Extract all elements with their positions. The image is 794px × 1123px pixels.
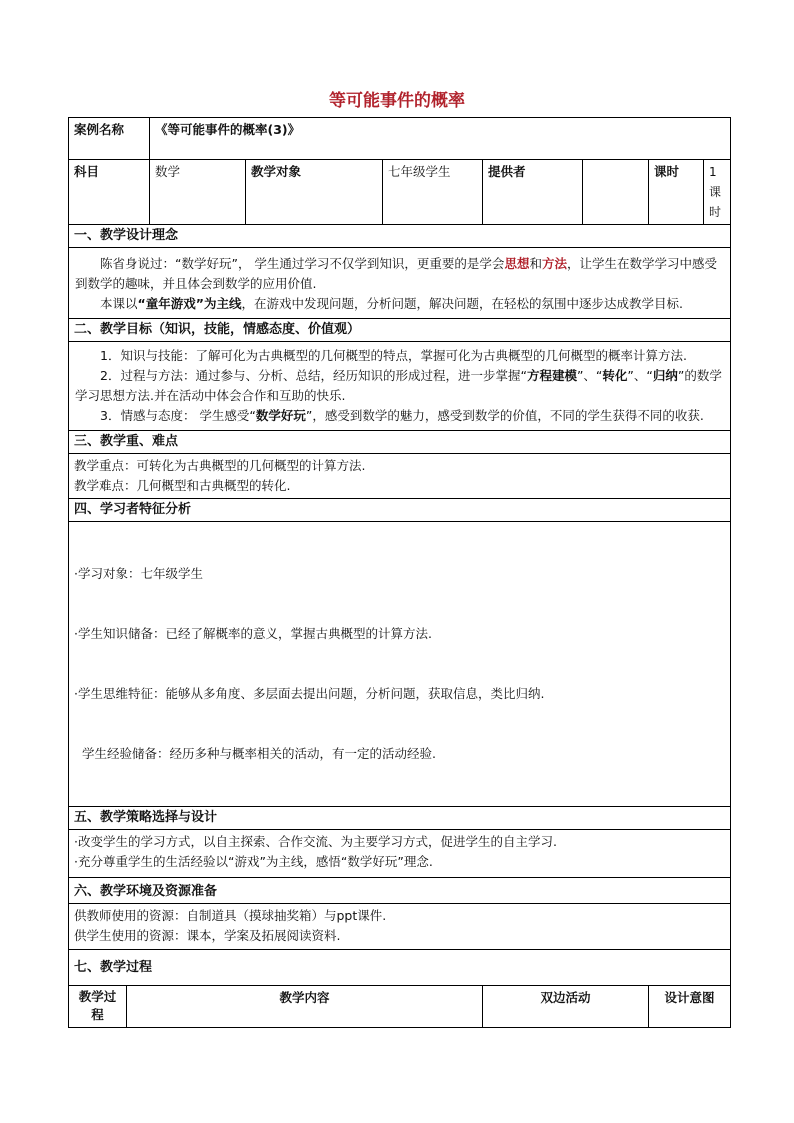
- case-label: 案例名称: [69, 118, 150, 160]
- p1-highlight-thinking: 思想: [504, 256, 530, 271]
- goal-2: [75, 366, 724, 406]
- learner-item: ·学习对象：七年级学生: [74, 566, 203, 581]
- audience-value: 七年级学生: [383, 160, 483, 225]
- process-header-row: [69, 986, 731, 1028]
- subject-value: 数学: [150, 160, 246, 225]
- lesson-plan-table: [68, 117, 731, 1028]
- p2-highlight: “童年游戏”为主线: [137, 296, 242, 311]
- goal-3-text-a: 3．情感与态度： 学生感受“: [100, 408, 256, 423]
- section-6-heading-row: [69, 878, 731, 904]
- resource-item: 供教师使用的资源：自制道具（摸球抽奖箱）与ppt课件.: [74, 908, 387, 923]
- case-value: 《等可能事件的概率(3)》: [150, 118, 731, 160]
- section-2-body: [69, 342, 731, 431]
- process-col-intent: 设计意图: [649, 986, 731, 1028]
- goal-3: [75, 406, 724, 426]
- section-6-body: [69, 904, 731, 950]
- key-point: 教学重点：可转化为古典概型的几何概型的计算方法.: [74, 458, 366, 473]
- section-2-heading-row: [69, 319, 731, 342]
- section-6-body-row: [69, 904, 731, 950]
- goal-2-transform: 转化: [602, 368, 628, 383]
- section-4-body-row: [69, 522, 731, 807]
- process-col-activity: 双边活动: [483, 986, 649, 1028]
- learner-item: ·学生知识储备：已经了解概率的意义，掌握古典概型的计算方法.: [74, 626, 432, 641]
- section-2-body-row: [69, 342, 731, 431]
- difficult-point: 教学难点：几何概型和古典概型的转化.: [74, 478, 291, 493]
- strategy-item: ·改变学生的学习方式，以自主探索、合作交流、为主要学习方式，促进学生的自主学习.: [74, 834, 557, 849]
- subject-label: 科目: [69, 160, 150, 225]
- section-3-body-row: [69, 454, 731, 499]
- process-col-content: 教学内容: [127, 986, 483, 1028]
- provider-label: 提供者: [483, 160, 583, 225]
- process-col-stage: 教学过程: [69, 986, 127, 1028]
- document-title: 等可能事件的概率: [329, 91, 465, 111]
- goal-3-text-c: ”，感受到数学的魅力，感受到数学的价值，不同的学生获得不同的收获.: [305, 408, 704, 423]
- section-1-heading-row: [69, 225, 731, 248]
- section-5-body-row: [69, 830, 731, 878]
- section-1-body-row: [69, 248, 731, 319]
- section-1-heading: 一、教学设计理念: [69, 225, 731, 248]
- section-3-body: [69, 454, 731, 499]
- section-3-heading-row: [69, 431, 731, 454]
- section-7-heading: 七、教学过程: [69, 950, 731, 986]
- learner-item: ·学生思维特征：能够从多角度、多层面去提出问题，分析问题，获取信息，类比归纳.: [74, 686, 545, 701]
- p1-text-b: 和: [529, 256, 542, 271]
- goal-3-highlight: 数学好玩: [255, 408, 306, 423]
- section-7-heading-row: [69, 950, 731, 986]
- section-3-heading: 三、教学重、难点: [69, 431, 731, 454]
- strategy-item: ·充分尊重学生的生活经验以“游戏”为主线，感悟“数学好玩”理念.: [74, 854, 433, 869]
- case-row: [69, 118, 731, 160]
- section-4-body: [69, 522, 731, 807]
- goal-2-sep-2: ”、“: [627, 368, 653, 383]
- goal-2-modeling: 方程建模: [526, 368, 577, 383]
- goal-2-text-a: 2．过程与方法：通过参与、分析、总结，经历知识的形成过程，进一步掌握“: [100, 368, 527, 383]
- goal-2-sep-1: ”、“: [576, 368, 603, 383]
- goal-2-text-c: ”的数学学习思想方法.并在活动中体会合作和互助的快乐.: [75, 368, 722, 403]
- section-4-heading: 四、学习者特征分析: [69, 499, 731, 522]
- section-4-heading-row: [69, 499, 731, 522]
- p2-text-c: ，在游戏中发现问题，分析问题，解决问题，在轻松的氛围中逐步达成教学目标.: [241, 296, 683, 311]
- section-5-heading-row: [69, 807, 731, 830]
- section-5-heading: 五、教学策略选择与设计: [69, 807, 731, 830]
- info-row: [69, 160, 731, 225]
- section-2-heading: 二、教学目标（知识，技能，情感态度、价值观）: [69, 319, 731, 342]
- philosophy-paragraph-2: [75, 294, 724, 314]
- resource-item: 供学生使用的资源：课本，学案及拓展阅读资料.: [74, 928, 341, 943]
- hours-value: 1课时: [704, 160, 731, 225]
- p1-text-a: 陈省身说过：“数学好玩”， 学生通过学习不仅学到知识，更重要的是学会: [100, 256, 505, 271]
- goal-1: 1．知识与技能：了解可化为古典概型的几何概型的特点，掌握可化为古典概型的几何概型的概率计算方法.: [100, 348, 687, 363]
- section-5-body: [69, 830, 731, 878]
- p1-highlight-method: 方法: [541, 256, 567, 271]
- section-1-body: [69, 248, 731, 319]
- philosophy-paragraph-1: [75, 254, 724, 294]
- audience-label: 教学对象: [246, 160, 383, 225]
- p1-text-c: ，让学生在数学学习中感受到数学的趣味，并且体会到数学的应用价值.: [75, 256, 717, 291]
- section-6-heading: 六、教学环境及资源准备: [69, 878, 731, 904]
- learner-item: 学生经验储备：经历多种与概率相关的活动，有一定的活动经验.: [74, 746, 436, 761]
- provider-value: [583, 160, 649, 225]
- goal-2-induction: 归纳: [652, 368, 678, 383]
- p2-text-a: 本课以: [100, 296, 138, 311]
- hours-label: 课时: [649, 160, 704, 225]
